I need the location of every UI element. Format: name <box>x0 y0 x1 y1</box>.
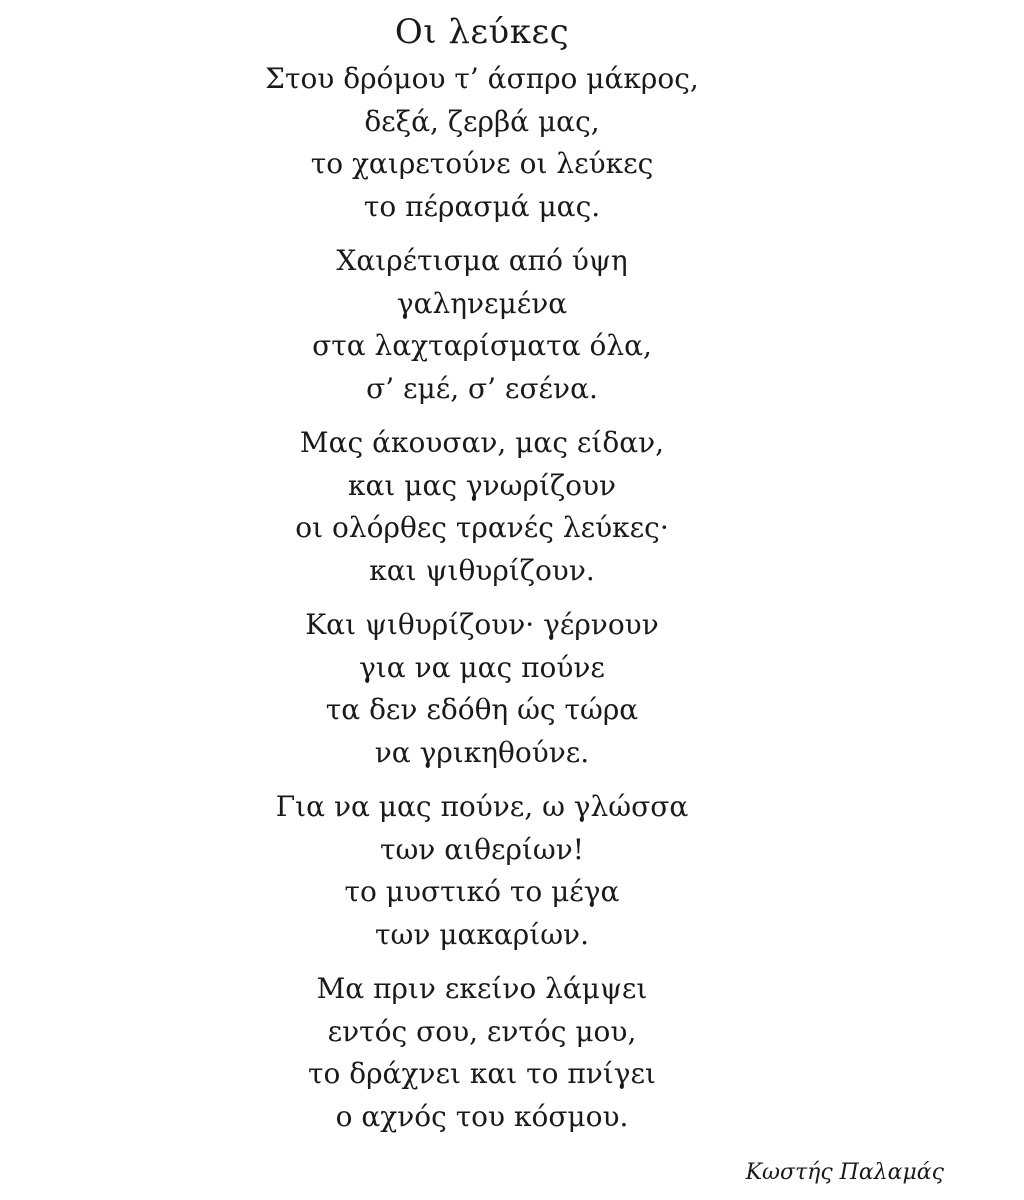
poem-line: στα λαχταρίσματα όλα, <box>312 329 652 362</box>
poem-line: για να μας πούνε <box>359 650 605 684</box>
poem-line: οι ολόρθες τρανές λεύκες· <box>295 511 669 544</box>
poem-line: σ’ εμέ, σ’ εσένα. <box>366 371 598 405</box>
stanza-3 <box>0 422 964 592</box>
poem-line: Και ψιθυρίζουν· γέρνουν <box>305 608 659 641</box>
poem-line: δεξά, ζερβά μας, <box>364 104 600 138</box>
poem-line: Μας άκουσαν, μας είδαν, <box>299 426 665 459</box>
stanza-5 <box>0 786 964 956</box>
poem-line: και ψιθυρίζουν. <box>369 553 595 587</box>
stanza-1 <box>0 58 964 228</box>
stanza-6 <box>0 968 964 1138</box>
poem-line: Για να μας πούνε, ω γλώσσα <box>275 790 689 823</box>
poem-line: γαληνεμένα <box>396 286 568 320</box>
poem-line: εντός σου, εντός μου, <box>327 1014 637 1048</box>
poem-line: το χαιρετούνε οι λεύκες <box>310 147 654 180</box>
poem-line: να γρικηθούνε. <box>374 735 590 769</box>
author-signature: Κωστής Παλαμάς <box>745 1160 944 1185</box>
poem-line: ο αχνός του κόσμου. <box>335 1099 629 1133</box>
poem-line: το δράχνει και το πνίγει <box>307 1057 656 1090</box>
poem-line: Μα πριν εκείνο λάμψει <box>316 972 648 1005</box>
poem <box>0 10 964 1150</box>
stanza-2 <box>0 240 964 410</box>
poem-line: το πέρασμά μας. <box>363 189 601 223</box>
poem-line: των αιθερίων! <box>379 832 585 866</box>
poem-line: Χαιρέτισμα από ύψη <box>336 244 628 277</box>
poem-line: των μακαρίων. <box>375 917 589 951</box>
poem-line: Στου δρόμου τ’ άσπρο μάκρος, <box>265 62 699 95</box>
poem-title: Οι λεύκες <box>394 12 570 52</box>
poem-line: τα δεν εδόθη ώς τώρα <box>325 693 639 726</box>
poem-line: το μυστικό το μέγα <box>344 875 620 908</box>
stanza-4 <box>0 604 964 774</box>
poem-line: και μας γνωρίζουν <box>347 468 617 502</box>
